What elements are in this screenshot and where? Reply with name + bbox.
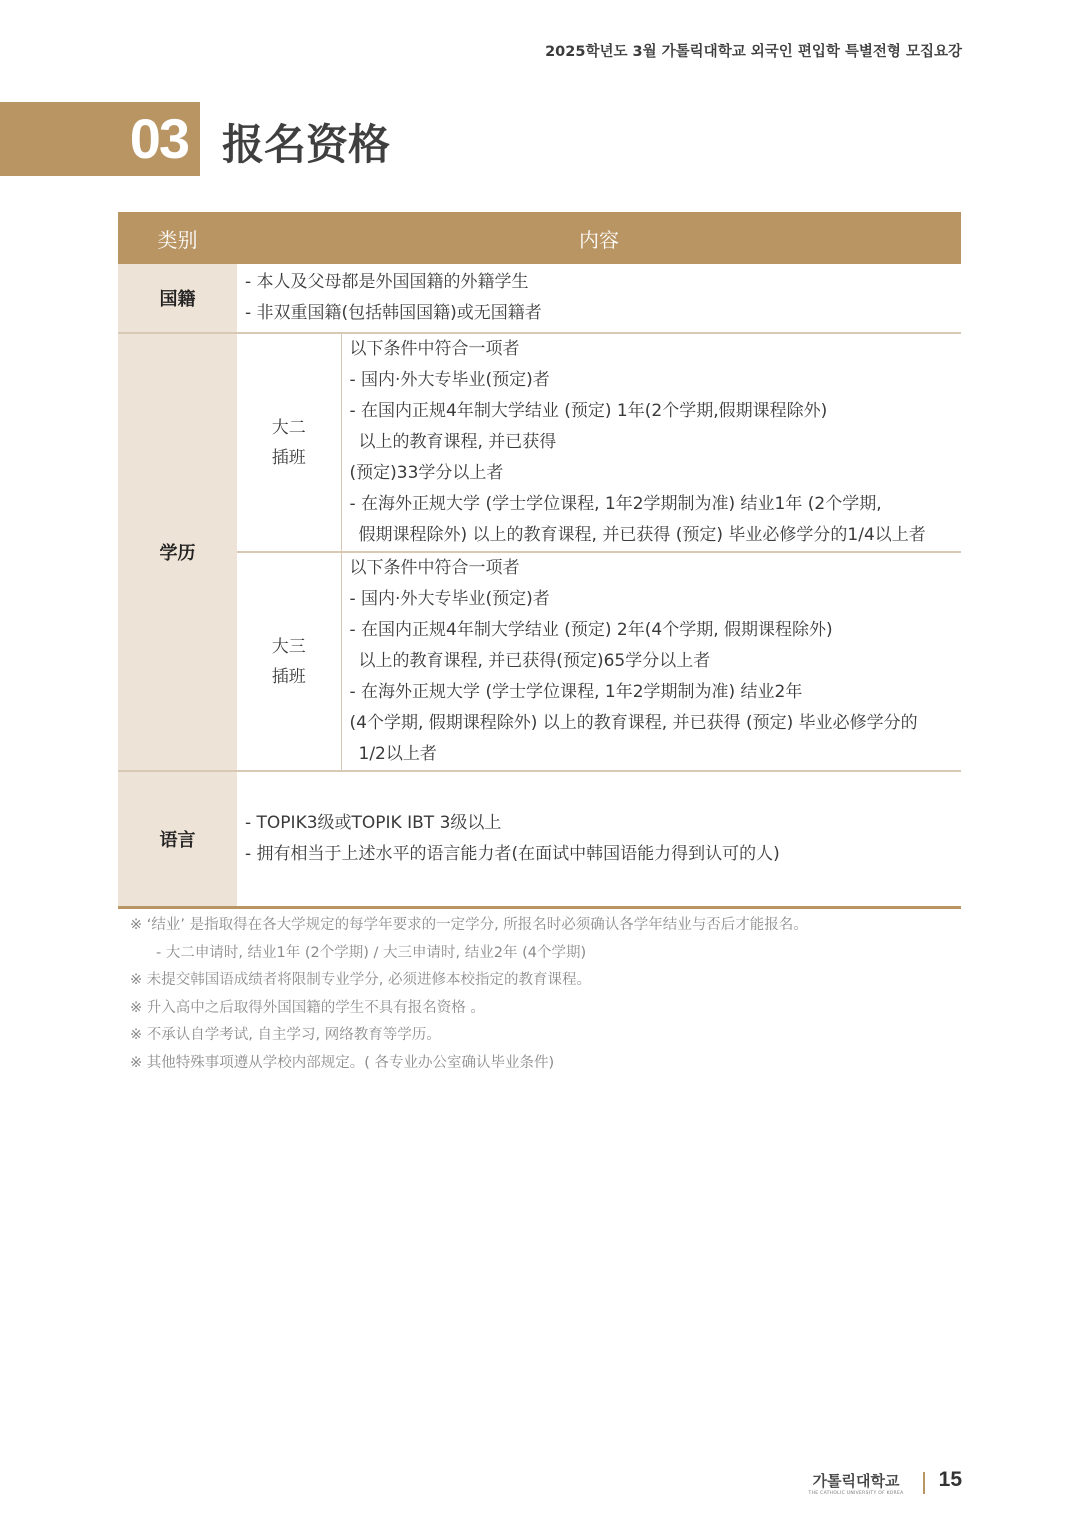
notes-block [130,912,808,1077]
language-line: - TOPIK3级或TOPIK IBT 3级以上 [245,813,502,833]
nationality-content [237,264,961,333]
subcategory-label: 大二 [271,417,306,438]
table-row-education-year2 [118,333,961,552]
year2-line: - 在海外正规大学 (学士学位课程, 1年2学期制为准) 结业1年 (2个学期, [349,494,882,514]
year3-line: 以下条件中符合一项者 [349,558,520,578]
note-item: ※ ‘结业’ 是指取得在各大学规定的每学年要求的一定学分, 所报名时必须确认各学年结业与否后才能报名。 [130,917,808,933]
year2-content [341,333,961,552]
year3-line: - 在国内正规4年制大学结业 (预定) 2年(4个学期, 假期课程除外) [349,620,833,640]
section-title: 报名资格 [222,120,391,169]
section-number-band [0,102,200,176]
subcategory-label: 大三 [271,636,306,657]
subcategory-label: 插班 [271,666,306,687]
nationality-line: - 非双重国籍(包括韩国国籍)或无国籍者 [245,303,542,323]
year3-line: 以上的教育课程, 并已获得(预定)65学分以上者 [358,651,711,671]
language-content [237,771,961,908]
year3-line: - 在海外正规大学 (学士学位课程, 1年2学期制为准) 结业2年 [349,682,803,702]
table-header-row [118,212,961,264]
subcategory-label: 插班 [271,447,306,468]
footer-divider [923,1472,925,1494]
category-education: 学历 [118,333,237,771]
year2-line: 假期课程除外) 以上的教育课程, 并已获得 (预定) 毕业必修学分的1/4以上者 [358,525,926,545]
table-row-education-year3 [118,552,961,771]
year2-line: (预定)33学分以上者 [349,463,504,483]
header-content: 内容 [237,212,961,264]
year2-line: 以下条件中符合一项者 [349,339,520,359]
page-number: 15 [938,1468,962,1491]
nationality-line: - 本人及父母都是外国国籍的外籍学生 [245,272,529,292]
document-header: 2025학년도 3월 가톨릭대학교 외국인 편입학 특별전형 모집요강 [545,44,962,60]
subcategory-year2 [237,333,341,552]
note-item: - 大二申请时, 结业1年 (2个学期) / 大三申请时, 结业2年 (4个学期) [156,944,587,961]
year3-line: - 国内·外大专毕业(预定)者 [349,589,550,609]
logo-subtext: THE CATHOLIC UNIVERSITY OF KOREA [808,1491,904,1496]
subcategory-year3 [237,552,341,771]
header-category: 类别 [118,212,237,264]
note-item: ※ 其他特殊事项遵从学校内部规定。( 各专业办公室确认毕业条件) [130,1054,555,1071]
year2-line: 以上的教育课程, 并已获得 [358,432,557,452]
year3-content [341,552,961,771]
logo-text: 가톨릭대학교 [812,1472,900,1490]
university-logo [806,1470,906,1496]
year2-line: - 在国内正规4年制大学结业 (预定) 1年(2个学期,假期课程除外) [349,401,828,421]
note-item: ※ 不承认自学考试, 自主学习, 网络教育等学历。 [130,1027,441,1043]
table-row-language [118,771,961,908]
note-item: ※ 升入高中之后取得外国国籍的学生不具有报名资格 。 [130,999,485,1016]
category-language: 语言 [118,771,237,908]
year3-line: (4个学期, 假期课程除外) 以上的教育课程, 并已获得 (预定) 毕业必修学分的 [349,713,918,733]
note-item: ※ 未提交韩国语成绩者将限制专业学分, 必须进修本校指定的教育课程。 [130,972,591,988]
category-nationality: 国籍 [118,264,237,333]
page-footer [702,1468,962,1498]
year2-line: - 国内·外大专毕业(预定)者 [349,370,550,390]
table-row-nationality [118,264,961,333]
year3-line: 1/2以上者 [358,744,437,764]
language-line: - 拥有相当于上述水平的语言能力者(在面试中韩国语能力得到认可的人) [245,844,780,864]
eligibility-table [118,212,961,909]
section-number: 03 [129,107,188,170]
